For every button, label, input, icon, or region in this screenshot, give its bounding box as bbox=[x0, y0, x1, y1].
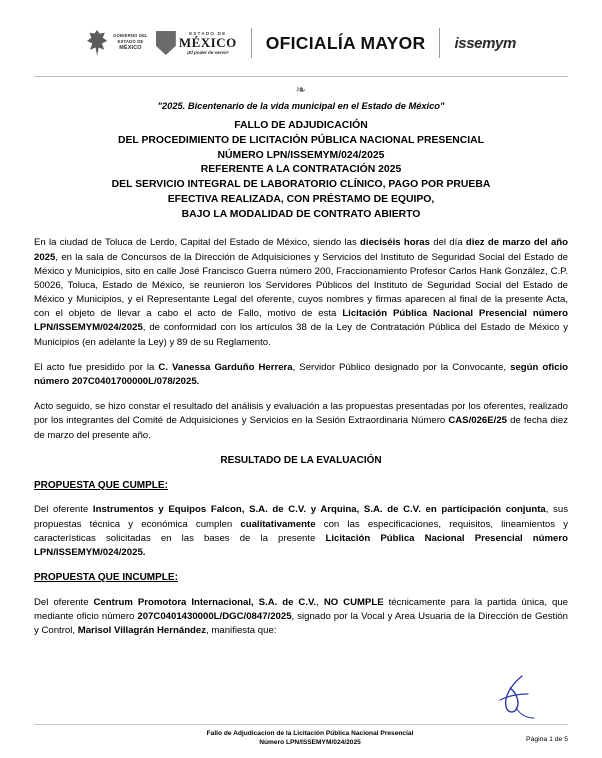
p4-tender-number: Licitación Pública Nacional Presencial número LPN/ISSEMYM/024/2025. bbox=[34, 532, 568, 558]
p1-date: diez de marzo del año 2025 bbox=[34, 237, 569, 263]
p5-signer-name: Marisol Villagrán Hernández bbox=[77, 625, 207, 637]
seal-line-3: MÉXICO bbox=[119, 45, 142, 52]
footer-line-2: Número LPN/ISSEMYM/024/2025 bbox=[259, 739, 361, 747]
year-slogan: "2025. Bicentenario de la vida municipal en el Estado de México" bbox=[157, 101, 445, 111]
p4-bidder-name: Instrumentos y Equipos Falcon, S.A. de C.V. y Arquina, S.A. de C.V. en participación conjunta bbox=[92, 504, 546, 516]
paragraph-noncompliant bbox=[34, 596, 568, 639]
logo-tagline: ¡El poder de servir! bbox=[186, 50, 229, 56]
shield-icon bbox=[156, 31, 176, 55]
p2-official-letter: según oficio número 207C0401700000L/078/2025. bbox=[34, 361, 568, 388]
office-title: OFICIALÍA MAYOR bbox=[265, 32, 426, 53]
title-line-5: DEL SERVICIO INTEGRAL DE LABORATORIO CLÍNICO, PAGO POR PRUEBA bbox=[111, 179, 491, 191]
p3-part-b: de fecha diez de marzo del presente año. bbox=[34, 415, 568, 441]
logo-mexico-label: MÉXICO bbox=[178, 34, 237, 50]
paragraph-evaluation bbox=[34, 400, 568, 443]
paragraph-introduction bbox=[34, 236, 568, 350]
p3-session-number: CAS/026E/25 bbox=[448, 415, 507, 427]
p4-qualitatively: cualitativamente bbox=[240, 518, 316, 530]
p1-part-b: del día bbox=[429, 237, 466, 249]
p1-part-c: , en la sala de Concursos de la Dirección de Adquisiciones y Servicios del Instituto de Seguridad Social del Estado de México y Municipios, sito en calle José Francisco Guerra número 200, Fraccionamiento Profesor Carlos Hank González, C.P. 50026, Toluca, Estado de México, se reunieron los Servidores Públicos del Instituto de Seguridad Social del Estado de México y Municipios, y el Representante Legal del oferente, cuyos nombres y firmas aparecen al final de la presente Acta, con el objeto de llevar a cabo el acto de Fallo, motivo de esta bbox=[34, 251, 568, 320]
document-title bbox=[34, 119, 568, 222]
p5-not-compliant: NO CUMPLE bbox=[323, 596, 384, 608]
p1-tender-number: Licitación Pública Nacional Presencial número LPN/ISSEMYM/024/2025 bbox=[34, 308, 569, 334]
estado-de-mexico-logo bbox=[156, 31, 237, 55]
title-line-1: FALLO DE ADJUDICACIÓN bbox=[234, 120, 368, 131]
title-line-6: EFECTIVA REALIZADA, CON PRÉSTAMO DE EQUIPO, bbox=[167, 193, 435, 205]
issemym-logo: issemym bbox=[454, 34, 516, 52]
p2-part-a: El acto fue presidido por la bbox=[34, 361, 159, 373]
p4-part-a: Del oferente bbox=[34, 504, 93, 516]
document-body bbox=[34, 236, 568, 638]
p5-part-e: , manifiesta que: bbox=[206, 625, 277, 637]
paragraph-presided-by bbox=[34, 361, 568, 389]
p1-part-a: En la ciudad de Toluca de Lerdo, Capital del Estado de México, siendo las bbox=[34, 237, 361, 249]
title-line-3: NÚMERO LPN/ISSEMYM/024/2025 bbox=[217, 149, 385, 161]
evaluation-result-heading: RESULTADO DE LA EVALUACIÓN bbox=[220, 454, 382, 466]
header-divider-right bbox=[439, 28, 440, 58]
document-header bbox=[34, 0, 568, 66]
seal-line-1: GOBIERNO DEL bbox=[113, 32, 148, 38]
title-line-2: DEL PROCEDIMIENTO DE LICITACIÓN PÚBLICA NACIONAL PRESENCIAL bbox=[118, 134, 484, 146]
p1-hour: dieciséis horas bbox=[360, 237, 430, 249]
logo-wordmark bbox=[179, 31, 237, 55]
page-number: Página 1 de 5 bbox=[526, 736, 568, 744]
government-seal bbox=[86, 30, 148, 56]
eagle-seal-icon bbox=[86, 30, 108, 56]
header-rule bbox=[34, 76, 568, 77]
title-line-4: REFERENTE A LA CONTRATACIÓN 2025 bbox=[200, 164, 402, 176]
p5-part-b: , bbox=[316, 596, 324, 608]
p4-part-b: , sus propuestas técnica y económica cumplen bbox=[34, 504, 568, 530]
paragraph-compliant bbox=[34, 503, 568, 560]
p2-official-name: C. Vanessa Garduño Herrera bbox=[158, 361, 293, 373]
logo-estado-label: ESTADO DE bbox=[189, 30, 227, 36]
seal-text bbox=[113, 33, 148, 53]
title-line-7: BAJO LA MODALIDAD DE CONTRATO ABIERTO bbox=[181, 208, 421, 220]
ornament-icon: ❧ bbox=[295, 82, 307, 97]
p5-official-letter: 207C0401430000L/DGC/0847/2025 bbox=[137, 611, 292, 623]
p5-bidder-name: Centrum Promotora Internacional, S.A. de C.V. bbox=[93, 596, 317, 608]
p5-part-c: técnicamente para la partida única, que mediante oficio número bbox=[34, 596, 568, 623]
p4-part-c: con las especificaciones, requisitos, lineamientos y características solicitadas en las bases de la presente bbox=[34, 518, 568, 544]
footer-line-1: Fallo de Adjudicacion de la Licitación Pública Nacional Presencial bbox=[206, 730, 414, 738]
compliant-proposal-heading: PROPUESTA QUE CUMPLE: bbox=[34, 479, 168, 491]
p1-part-d: , de conformidad con los artículos 38 de la Ley de Contratación Pública del Estado de México y Municipios (en adelante la Ley) y 89 de su Reglamento. bbox=[34, 322, 568, 348]
noncompliant-proposal-heading: PROPUESTA QUE INCUMPLE: bbox=[34, 572, 178, 584]
document-footer bbox=[34, 724, 568, 748]
p3-part-a: Acto seguido, se hizo constar el resultado del análisis y evaluación a las propuestas presentadas por los oferentes, realizado por los integrantes del Comité de Adquisiciones y Servicios en la Sesión Extraordinaria Número bbox=[34, 401, 568, 427]
seal-line-2: ESTADO DE bbox=[117, 39, 144, 45]
p5-part-a: Del oferente bbox=[34, 596, 94, 608]
p5-part-d: , signado por la Vocal y Area Usuaria de la Dirección de Gestión y Control, bbox=[34, 611, 569, 637]
footer-document-reference bbox=[94, 730, 526, 748]
header-divider-left bbox=[251, 28, 252, 58]
handwritten-signature bbox=[486, 674, 546, 720]
p2-part-b: , Servidor Público designado por la Convocante, bbox=[292, 361, 511, 373]
